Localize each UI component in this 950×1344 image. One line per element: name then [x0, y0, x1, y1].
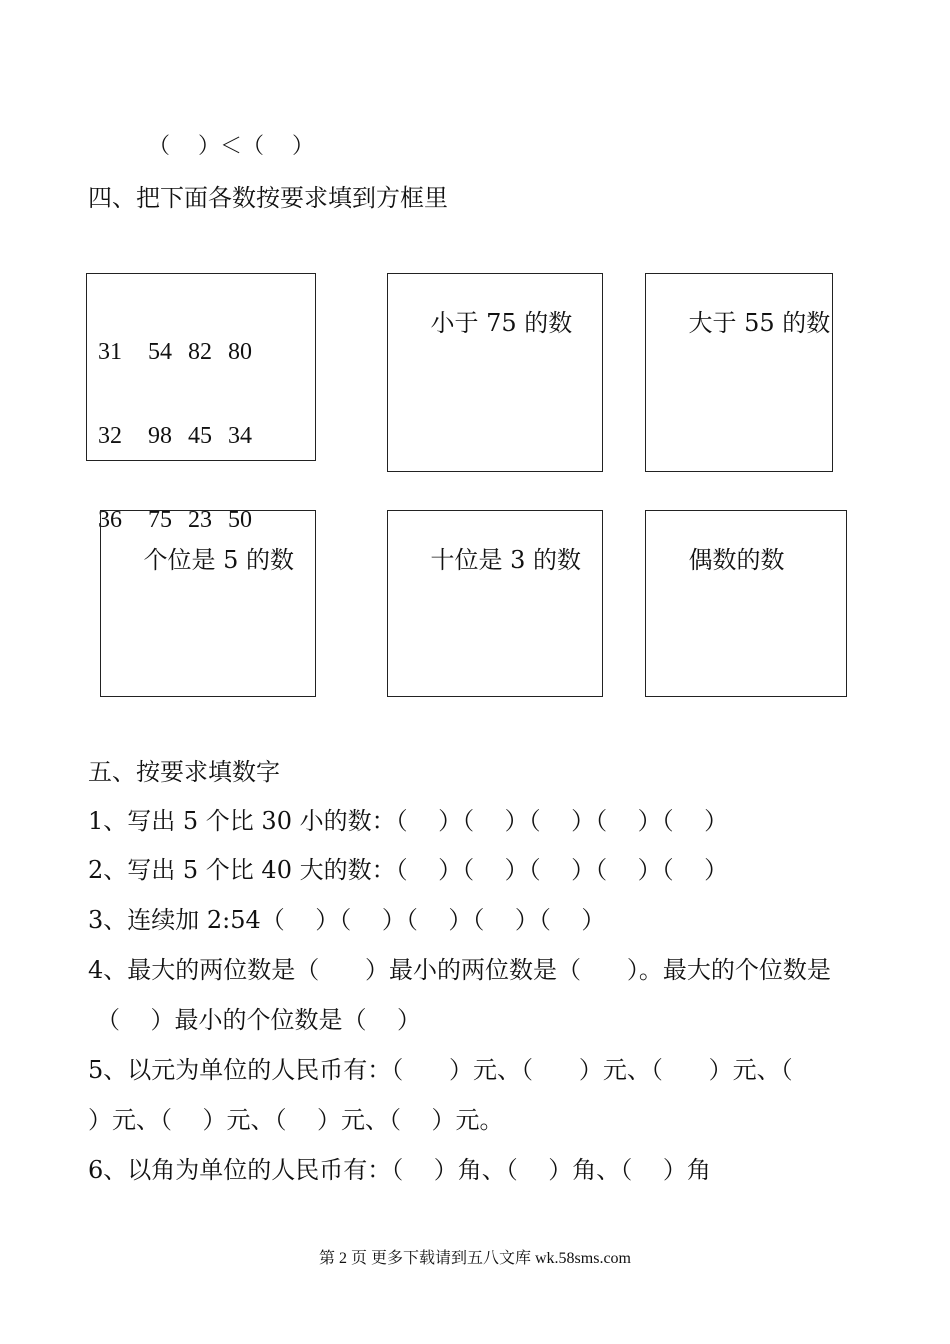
box-label: 大于 55 的数: [688, 308, 831, 337]
box-greater-than-55[interactable]: [645, 273, 833, 472]
question-5-continued: ）元、（ ）元、（ ）元、（ ）元。: [88, 1106, 504, 1134]
number-row: [98, 422, 304, 450]
question-5: 5、以元为单位的人民币有：（ ）元、（ ）元、（ ）元、（: [88, 1056, 793, 1084]
box-less-than-75[interactable]: [387, 273, 603, 472]
section-4-title: 四、把下面各数按要求填到方框里: [88, 184, 448, 212]
number-cell: 31: [98, 339, 122, 365]
question-3: 3、连续加 2:54（ ）（ ）（ ）（ ）（ ）: [88, 906, 606, 934]
number-cell: 75: [148, 507, 172, 533]
number-cell: 98: [148, 423, 172, 449]
box-ones-digit-5[interactable]: [100, 510, 316, 697]
number-cell: 82: [188, 339, 212, 365]
number-cell: 34: [228, 423, 252, 449]
number-cell: 32: [98, 423, 122, 449]
section-5-title: 五、按要求填数字: [88, 758, 280, 786]
page-footer: 第 2 页 更多下载请到五八文库 wk.58sms.com: [318, 1250, 631, 1267]
source-numbers-box: [86, 273, 316, 533]
question-2: 2、写出 5 个比 40 大的数：（ ）（ ）（ ）（ ）（ ）: [88, 856, 729, 884]
box-label: 小于 75 的数: [430, 308, 573, 337]
question-6: 6、以角为单位的人民币有：（ ）角、（ ）角、（ ）角: [88, 1156, 711, 1184]
question-4-continued: （ ）最小的个位数是（ ）: [96, 1006, 422, 1034]
number-cell: 45: [188, 423, 212, 449]
number-cell: 80: [228, 339, 252, 365]
number-cell: 23: [188, 507, 212, 533]
number-cell: 54: [148, 339, 172, 365]
box-label: 个位是 5 的数: [143, 545, 295, 574]
box-even-numbers[interactable]: [645, 510, 847, 697]
box-tens-digit-3[interactable]: [387, 510, 603, 697]
number-cell: 36: [98, 507, 122, 533]
number-cell: 50: [228, 507, 252, 533]
question-1: 1、写出 5 个比 30 小的数：（ ）（ ）（ ）（ ）（ ）: [88, 807, 729, 835]
box-label: 偶数的数: [688, 545, 785, 574]
question-4: 4、最大的两位数是（ ）最小的两位数是（ ）。最大的个位数是: [88, 956, 831, 984]
number-row: [98, 338, 304, 366]
box-label: 十位是 3 的数: [430, 545, 582, 574]
comparison-blank: （ ）＜（ ）: [148, 134, 314, 159]
